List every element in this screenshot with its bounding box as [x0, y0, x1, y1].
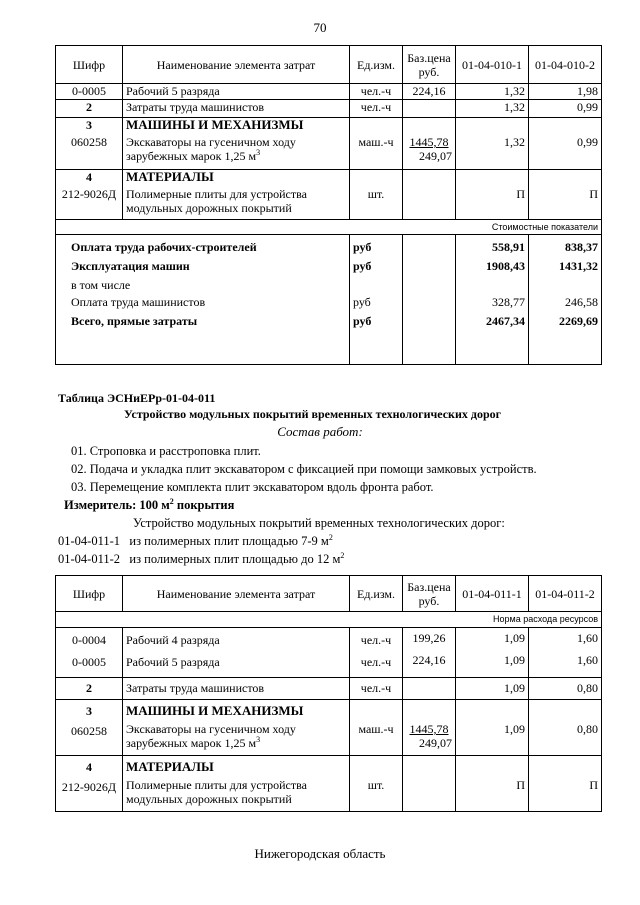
- row-name-group: [123, 118, 350, 170]
- summary-values-2: 838,37 1431,32 246,58 2269,69: [529, 235, 602, 365]
- row-value-1: 1,09: [456, 700, 529, 756]
- row-code-group: [56, 170, 123, 220]
- row-value-1: 1,09: [456, 678, 529, 700]
- row-value-1: П: [456, 756, 529, 812]
- row-code: 060258: [71, 724, 107, 738]
- row-name: Затраты труда машинистов: [123, 678, 350, 700]
- row-value-1: 1,32: [456, 118, 529, 170]
- description: Устройство модульных покрытий временных технологических дорог:: [133, 516, 505, 530]
- row-code: 0-0004: [72, 633, 106, 647]
- row-price: [403, 678, 456, 700]
- work-item: 02. Подача и укладка плит экскаватором с фиксацией при помощи замковых устройств.: [71, 462, 537, 476]
- variant-line: 01-04-011-2 из полимерных плит площадью до 12 $м^2$: [58, 550, 345, 566]
- unit-superscript: 3: [256, 735, 261, 744]
- section-subheading: Состав работ:: [277, 424, 363, 439]
- row-value-1: 1,32: [456, 100, 529, 118]
- unit-superscript: 3: [256, 148, 261, 157]
- row-name: Экскаваторы на гусеничном ходу зарубежных марок 1,25 $м^3$: [126, 135, 296, 163]
- header-name: Наименование элемента затрат: [123, 46, 350, 84]
- row-code-group: [56, 628, 123, 678]
- row-price: 224,16: [403, 84, 456, 100]
- section-number: 3: [86, 118, 92, 132]
- header-unit: Ед.изм.: [350, 46, 403, 84]
- row-value-2: 0,80: [529, 700, 602, 756]
- work-item: 03. Перемещение комплекта плит экскаватором вдоль фронта работ.: [71, 480, 434, 494]
- row-name: Полимерные плиты для устройства модульных дорожных покрытий: [126, 187, 307, 215]
- row-code: 212-9026Д: [61, 780, 117, 794]
- note-row: [56, 220, 602, 235]
- measure-unit: Измеритель: 100 $м^2$ покрытия: [64, 496, 235, 512]
- note-row: [56, 612, 602, 628]
- row-name: Полимерные плиты для устройства модульных дорожных покрытий: [126, 778, 307, 806]
- variant-line: 01-04-011-1 из полимерных плит площадью 7-9 $м^2$: [58, 532, 333, 548]
- section-title: МАТЕРИАЛЫ: [126, 169, 214, 184]
- header-col2: 01-04-010-2: [529, 46, 602, 84]
- row-unit: шт.: [350, 170, 403, 220]
- row-name: Рабочий 4 разряда: [126, 633, 220, 647]
- row-unit: чел.-ч: [350, 678, 403, 700]
- section-title: МАШИНЫ И МЕХАНИЗМЫ: [126, 117, 304, 132]
- header-unit: Ед.изм.: [350, 576, 403, 612]
- row-name: Рабочий 5 разряда: [123, 84, 350, 100]
- row-name: Экскаваторы на гусеничном ходу зарубежных марок 1,25 $м^3$: [126, 722, 296, 750]
- row-price: 1445,78 249,07: [403, 118, 456, 170]
- row-value-1: П: [456, 170, 529, 220]
- row-unit: маш.-ч: [350, 118, 403, 170]
- table-row: [56, 84, 602, 100]
- header-price: Баз.цена руб.: [403, 46, 456, 84]
- table-header-row: [56, 46, 602, 84]
- summary-units: руб руб руб руб: [350, 235, 403, 365]
- section-number: 4: [86, 760, 92, 774]
- work-item: 01. Строповка и расстроповка плит.: [71, 444, 261, 458]
- row-code: 060258: [71, 135, 107, 149]
- table-row: [56, 678, 602, 700]
- summary-blank: [403, 235, 456, 365]
- row-price: [403, 100, 456, 118]
- header-code: Шифр: [56, 46, 123, 84]
- header-name: Наименование элемента затрат: [123, 576, 350, 612]
- row-code: 2: [56, 100, 123, 118]
- summary-row: [56, 235, 602, 365]
- table-title: Таблица ЭСНиЕРр-01-04-011: [58, 391, 216, 405]
- row-value-2: 0,80: [529, 678, 602, 700]
- row-value-2: 1,98: [529, 84, 602, 100]
- table-row: [56, 118, 602, 170]
- summary-values-1: 558,91 1908,43 328,77 2467,34: [456, 235, 529, 365]
- row-name-group: [123, 170, 350, 220]
- row-name-group: [123, 700, 350, 756]
- footer-region: Нижегородская область: [254, 846, 386, 861]
- cost-table-1: [55, 45, 602, 365]
- row-price: [403, 170, 456, 220]
- row-price-group: 199,26 224,16: [403, 628, 456, 678]
- row-value-1: 1,32: [456, 84, 529, 100]
- row-value-2-group: 1,60 1,60: [529, 628, 602, 678]
- summary-label: Эксплуатация машин: [71, 259, 190, 273]
- section-title: МАТЕРИАЛЫ: [126, 759, 214, 774]
- row-price: [403, 756, 456, 812]
- summary-label: Оплата труда машинистов: [71, 295, 206, 309]
- row-unit: шт.: [350, 756, 403, 812]
- variant-code: 01-04-011-2: [58, 552, 121, 566]
- row-name: Затраты труда машинистов: [123, 100, 350, 118]
- section-number: 3: [86, 704, 92, 718]
- table-row: [56, 756, 602, 812]
- header-code: Шифр: [56, 576, 123, 612]
- header-col1: 01-04-011-1: [456, 576, 529, 612]
- cost-indicators-note: Стоимостные показатели: [56, 220, 602, 235]
- header-col1: 01-04-010-1: [456, 46, 529, 84]
- header-col2: 01-04-011-2: [529, 576, 602, 612]
- row-code-group: [56, 756, 123, 812]
- row-name-group: [123, 756, 350, 812]
- header-price: Баз.цена руб.: [403, 576, 456, 612]
- section-heading: Устройство модульных покрытий временных технологических дорог: [124, 407, 502, 421]
- row-code: 2: [56, 678, 123, 700]
- row-value-1-group: 1,09 1,09: [456, 628, 529, 678]
- variant-code: 01-04-011-1: [58, 534, 121, 548]
- row-price: 1445,78 249,07: [403, 700, 456, 756]
- cost-table-2: [55, 575, 602, 812]
- table-row: [56, 700, 602, 756]
- row-unit: чел.-ч: [350, 84, 403, 100]
- section-title: МАШИНЫ И МЕХАНИЗМЫ: [126, 703, 304, 718]
- row-value-2: П: [529, 170, 602, 220]
- row-value-2: 0,99: [529, 118, 602, 170]
- summary-label: Всего, прямые затраты: [71, 314, 198, 328]
- section-number: 4: [86, 170, 92, 184]
- row-value-2: 0,99: [529, 100, 602, 118]
- row-name-group: [123, 628, 350, 678]
- table-row: [56, 628, 602, 678]
- summary-labels: [56, 235, 350, 365]
- resource-norm-note: Норма расхода ресурсов: [56, 612, 602, 628]
- row-unit: маш.-ч: [350, 700, 403, 756]
- row-value-2: П: [529, 756, 602, 812]
- row-name: Рабочий 5 разряда: [126, 655, 220, 669]
- row-code-group: [56, 700, 123, 756]
- table-row: [56, 100, 602, 118]
- row-code: 0-0005: [56, 84, 123, 100]
- page-number: 70: [313, 20, 327, 35]
- row-code: 0-0005: [72, 655, 106, 669]
- summary-label: в том числе: [71, 278, 131, 292]
- row-code-group: [56, 118, 123, 170]
- row-unit-group: чел.-ч чел.-ч: [350, 628, 403, 678]
- row-code: 212-9026Д: [61, 187, 117, 201]
- table-header-row: [56, 576, 602, 612]
- table-row: [56, 170, 602, 220]
- row-unit: чел.-ч: [350, 100, 403, 118]
- summary-label: Оплата труда рабочих-строителей: [71, 240, 257, 254]
